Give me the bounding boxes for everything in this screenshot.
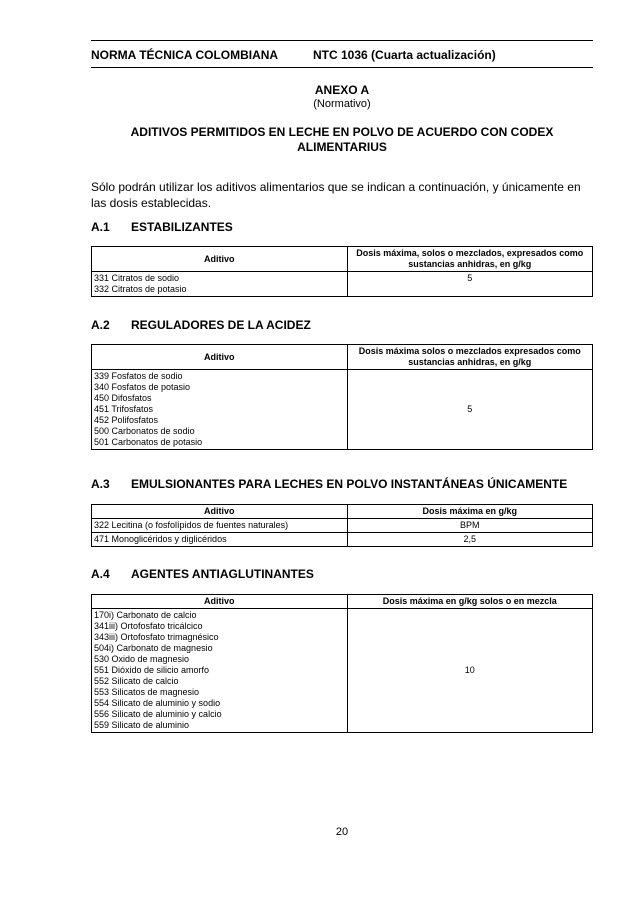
annex-title: ANEXO A [314, 83, 370, 97]
list-item: 504i) Carbonato de magnesio [94, 643, 213, 653]
additive-name: 471 Monoglicéridos y diglicéridos [92, 533, 348, 547]
standard-name: NORMA TÉCNICA COLOMBIANA [91, 48, 279, 62]
emulsifiers-table [91, 504, 593, 547]
list-item: 559 Silicato de aluminio [94, 720, 190, 730]
table-row [92, 609, 593, 733]
additive-list [92, 370, 348, 450]
table-row [92, 272, 593, 297]
column-header-dose: Dosis máxima, solos o mezclados, expresados como sustancias anhidras, en g/kg [347, 247, 593, 272]
column-header-dose: Dosis máxima en g/kg solos o en mezcla [347, 595, 593, 609]
dose-value: 2,5 [347, 533, 593, 547]
acidity-regulators-table [91, 344, 593, 450]
section-heading-a4 [91, 567, 314, 581]
column-header-additive: Aditivo [92, 595, 348, 609]
list-item: 556 Silicato de aluminio y calcio [94, 709, 222, 719]
list-item: 341iii) Ortofosfato tricálcico [94, 621, 203, 631]
page-number: 20 [335, 826, 349, 838]
section-title: AGENTES ANTIAGLUTINANTES [131, 567, 314, 581]
table-header-row [92, 345, 593, 370]
table-header-row [92, 247, 593, 272]
section-heading-a3 [91, 477, 567, 491]
additive-list [92, 609, 348, 733]
intro-paragraph: Sólo podrán utilizar los aditivos alimentarios que se indican a continuación, y únicamente en las dosis establecidas. [91, 180, 581, 210]
dose-value: 10 [347, 609, 593, 733]
list-item: 500 Carbonatos de sodio [94, 426, 195, 436]
column-header-dose: Dosis máxima solos o mezclados expresados como sustancias anhidras, en g/kg [347, 345, 593, 370]
list-item: 451 Trifosfatos [94, 404, 154, 414]
list-item: 170i) Carbonato de calcio [94, 610, 197, 620]
column-header-additive: Aditivo [92, 505, 348, 519]
dose-value: BPM [347, 519, 593, 533]
list-item: 552 Silicato de calcio [94, 676, 179, 686]
list-item: 501 Carbonatos de potasio [94, 437, 203, 447]
table-header-row [92, 595, 593, 609]
main-title: ADITIVOS PERMITIDOS EN LECHE EN POLVO DE ACUERDO CON CODEX ALIMENTARIUS [130, 125, 554, 154]
list-item: 343iii) Ortofosfato trimagnésico [94, 632, 219, 642]
section-heading-a2 [91, 318, 311, 332]
section-number: A.1 [91, 220, 110, 234]
column-header-additive: Aditivo [92, 247, 348, 272]
list-item: 553 Silicatos de magnesio [94, 687, 200, 697]
section-number: A.4 [91, 567, 110, 581]
list-item: 452 Polifosfatos [94, 415, 159, 425]
additive-name: 322 Lecitina (o fosfolípidos de fuentes naturales) [92, 519, 348, 533]
standard-code: NTC 1036 (Cuarta actualización) [313, 48, 496, 62]
list-item: 530 Oxido de magnesio [94, 654, 190, 664]
list-item: 450 Difosfatos [94, 393, 152, 403]
list-item: 551 Dióxido de silicio amorfo [94, 665, 210, 675]
list-item: 340 Fosfatos de potasio [94, 382, 191, 392]
dose-value: 5 [347, 370, 593, 450]
section-title: ESTABILIZANTES [131, 220, 233, 234]
list-item: 339 Fosfatos de sodio [94, 371, 183, 381]
annex-subtitle: (Normativo) [313, 98, 371, 110]
section-heading-a1 [91, 220, 233, 234]
page-header [91, 40, 593, 68]
dose-value: 5 [347, 272, 593, 297]
additive-list [92, 272, 348, 297]
table-row [92, 533, 593, 547]
table-row [92, 370, 593, 450]
section-title: EMULSIONANTES PARA LECHES EN POLVO INSTANTÁNEAS ÚNICAMENTE [131, 477, 568, 491]
section-title: REGULADORES DE LA ACIDEZ [131, 318, 311, 332]
table-header-row [92, 505, 593, 519]
stabilizers-table [91, 246, 593, 297]
list-item: 554 Silicato de aluminio y sodio [94, 698, 221, 708]
column-header-dose: Dosis máxima en g/kg [347, 505, 593, 519]
section-number: A.3 [91, 477, 110, 491]
section-number: A.2 [91, 318, 110, 332]
list-item: 332 Citratos de potasio [94, 284, 187, 294]
table-row [92, 519, 593, 533]
anticaking-agents-table [91, 594, 593, 733]
list-item: 331 Citratos de sodio [94, 273, 180, 283]
column-header-additive: Aditivo [92, 345, 348, 370]
